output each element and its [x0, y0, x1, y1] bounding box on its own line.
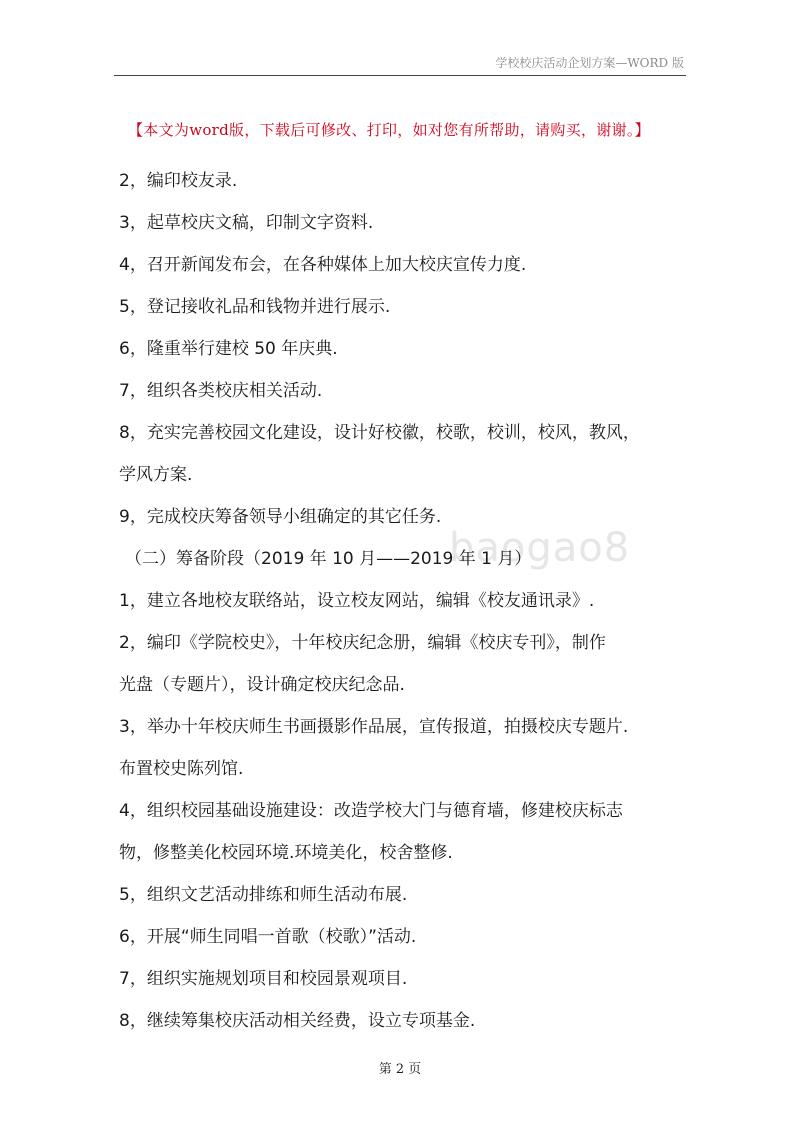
header-divider [114, 75, 686, 76]
body-line: 3，举办十年校庆师生书画摄影作品展，宣传报道，拍摄校庆专题片. [119, 717, 629, 737]
body-line: 3，起草校庆文稿，印制文字资料. [119, 213, 374, 233]
body-line: 7，组织各类校庆相关活动. [119, 381, 323, 401]
body-line: 9，完成校庆筹备领导小组确定的其它任务. [119, 507, 442, 527]
body-line: 布置校史陈列馆. [119, 759, 244, 779]
section-heading: （二）筹备阶段（2019 年 10 月——2019 年 1 月） [125, 549, 532, 569]
watermark-text: baogao8 [449, 525, 631, 571]
body-line: 6，开展“师生同唱一首歌（校歌）”活动. [119, 927, 417, 947]
body-line: 2，编印《学院校史》，十年校庆纪念册，编辑《校庆专刊》，制作 [119, 633, 606, 653]
page-number: 第 2 页 [378, 1062, 422, 1077]
body-line: 8，充实完善校园文化建设，设计好校徽，校歌，校训，校风，教风， [119, 423, 640, 443]
body-line: 物，修整美化校园环境.环境美化，校舍整修. [119, 843, 453, 863]
body-line: 6，隆重举行建校 50 年庆典. [119, 339, 338, 359]
body-line: 2，编印校友录. [119, 171, 238, 191]
body-line: 5，组织文艺活动排练和师生活动布展. [119, 885, 408, 905]
document-body [119, 169, 689, 1051]
body-line: 4，组织校园基础设施建设：改造学校大门与德育墙，修建校庆标志 [119, 801, 623, 821]
page-header-title: 学校校庆活动企划方案—WORD 版 [495, 56, 684, 70]
body-line: 5，登记接收礼品和钱物并进行展示. [119, 297, 391, 317]
body-line: 8，继续筹集校庆活动相关经费，设立专项基金. [119, 1011, 476, 1031]
purchase-notice: 【本文为word版，下载后可修改、打印，如对您有所帮助，请购买，谢谢。】 [128, 121, 650, 139]
body-line: 7，组织实施规划项目和校园景观项目. [119, 969, 408, 989]
body-line: 光盘（专题片），设计确定校庆纪念品. [119, 675, 405, 695]
body-line: 学风方案. [119, 465, 193, 485]
body-line: 1，建立各地校友联络站，设立校友网站，编辑《校友通讯录》. [119, 591, 595, 611]
body-line: 4，召开新闻发布会，在各种媒体上加大校庆宣传力度. [119, 255, 527, 275]
